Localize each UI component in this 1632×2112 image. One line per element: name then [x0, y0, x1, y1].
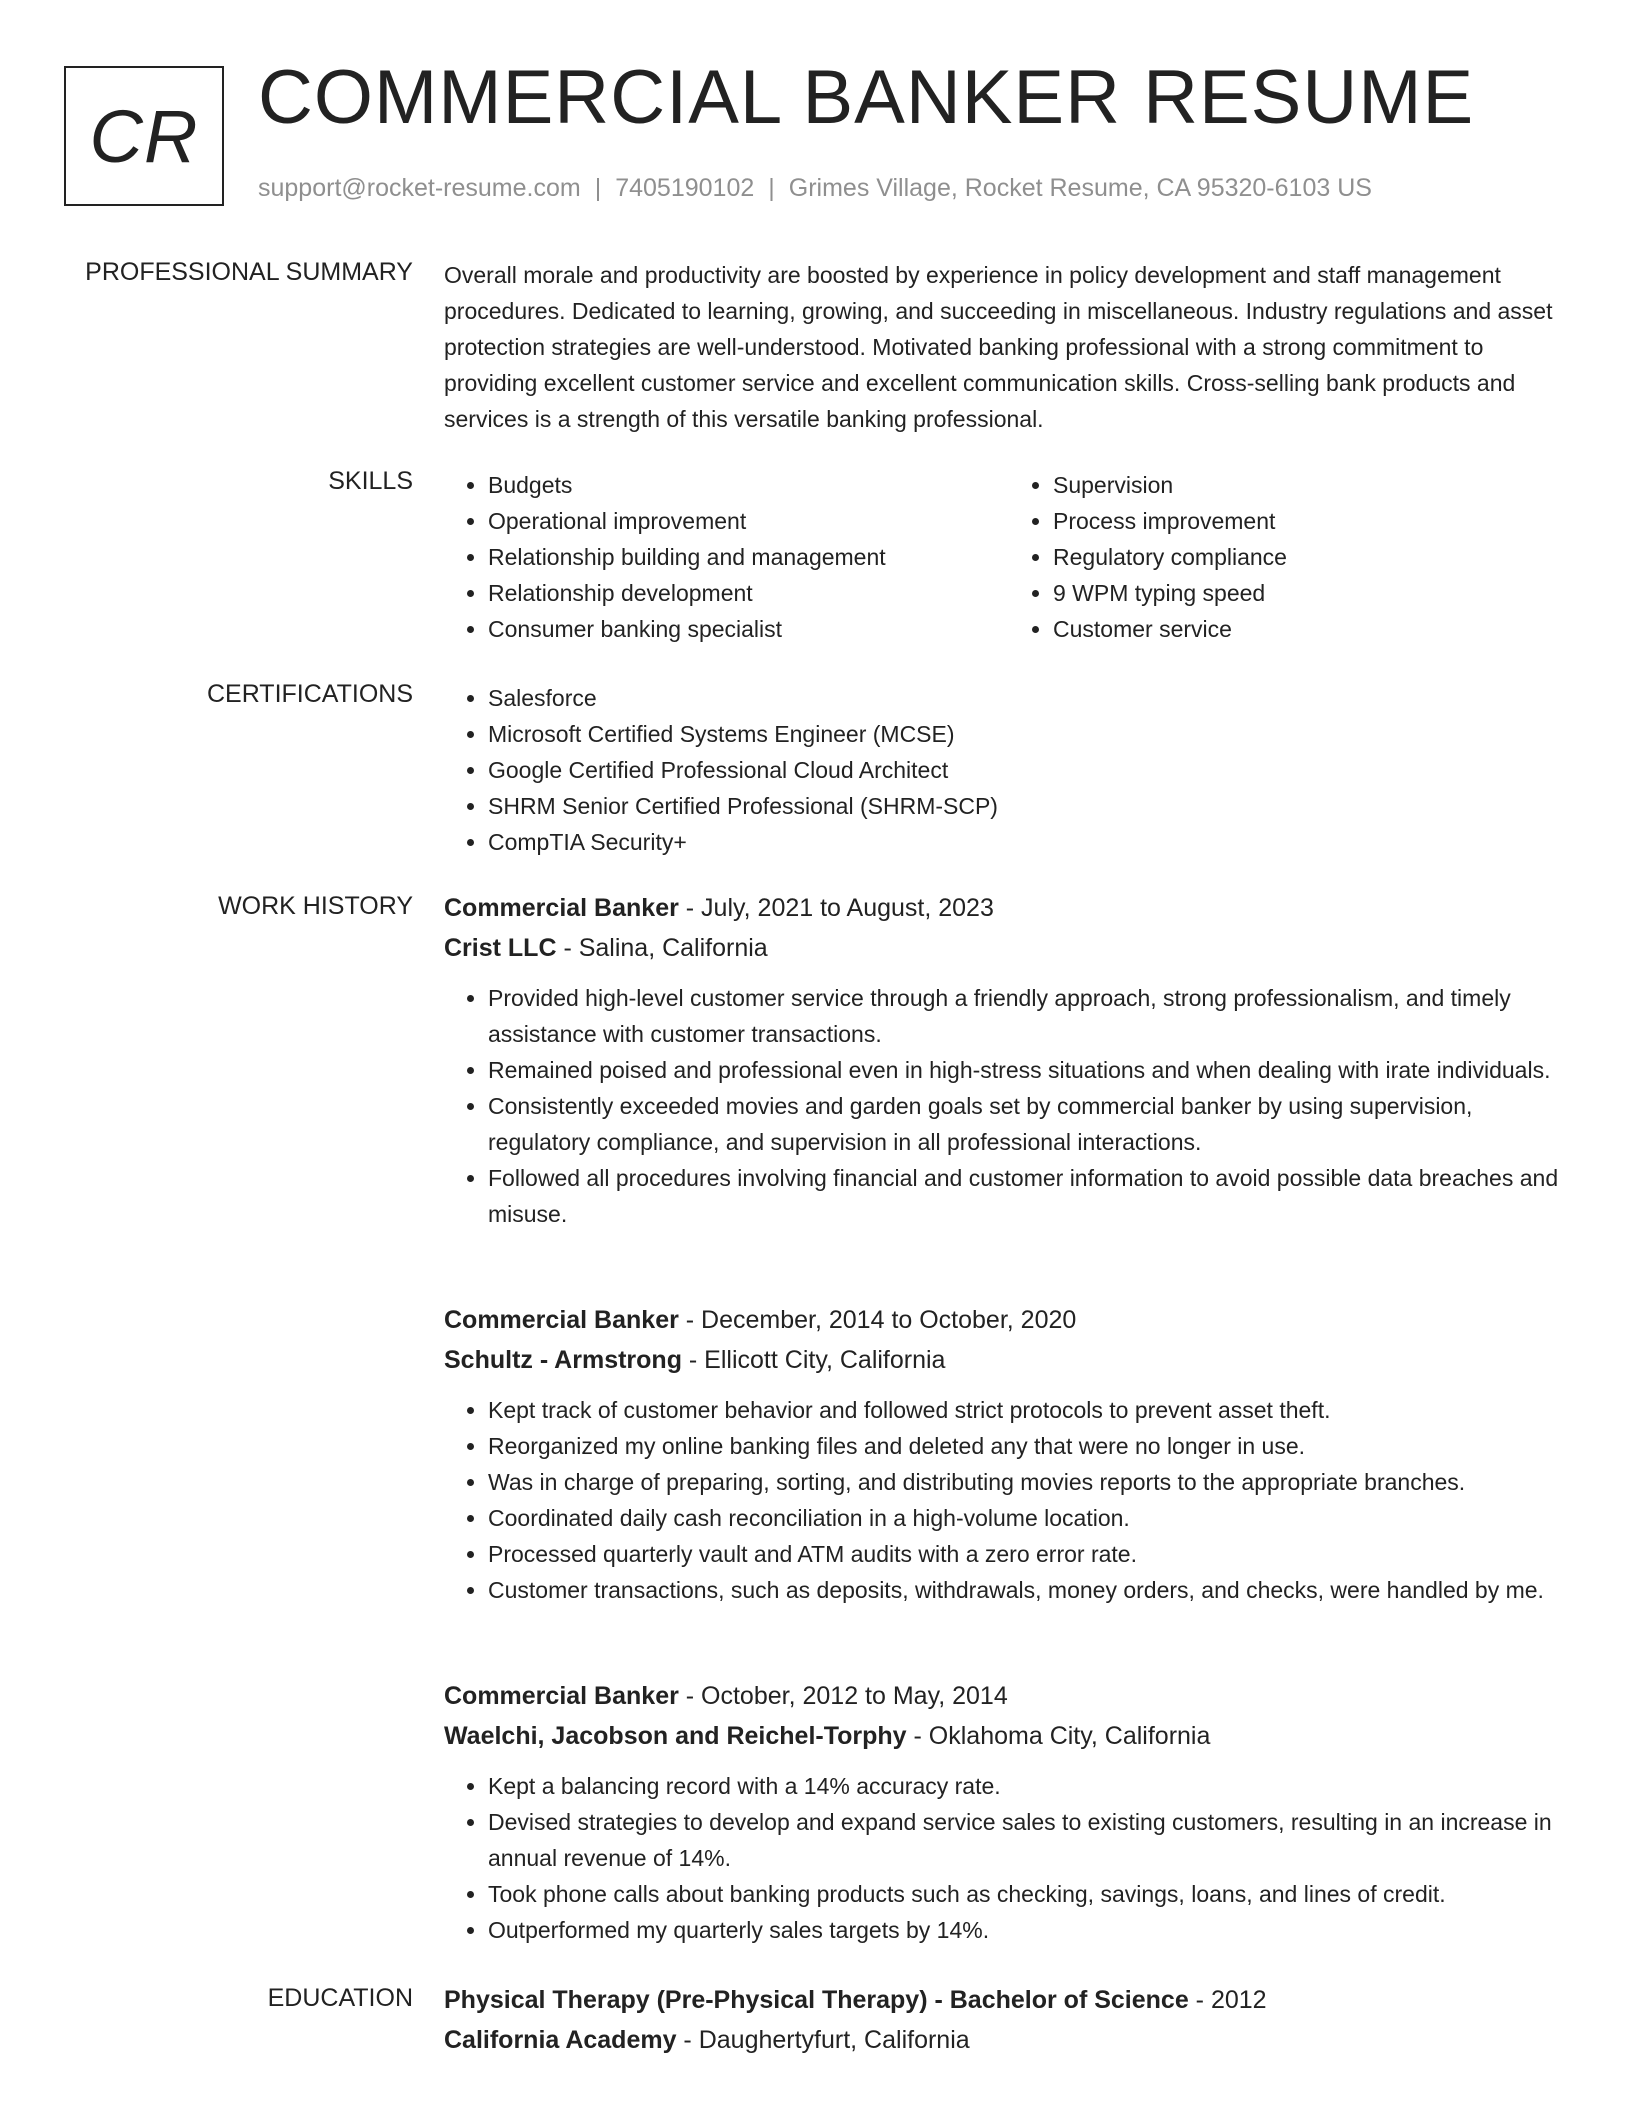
job-title: Commercial Banker: [444, 1682, 679, 1710]
job-bullet: • Reorganized my online banking files and deleted any that were no longer in use.: [488, 1428, 1574, 1464]
skill-item: • Operational improvement: [488, 503, 1009, 539]
certification-item: • SHRM Senior Certified Professional (SHRM-SCP): [488, 788, 1574, 824]
education-label: EDUCATION: [267, 1984, 413, 2012]
skills-list-right: [1009, 467, 1574, 647]
contact-line: [258, 174, 1372, 203]
certification-item: • CompTIA Security+: [488, 824, 1574, 860]
contact-separator: |: [594, 174, 602, 202]
work-history-label: WORK HISTORY: [218, 892, 413, 920]
job-company: Crist LLC: [444, 934, 557, 962]
job-bullet: • Kept a balancing record with a 14% accuracy rate.: [488, 1768, 1574, 1804]
job-bullet: • Outperformed my quarterly sales targets by 14%.: [488, 1912, 1574, 1948]
monogram: CR: [64, 66, 224, 206]
page-title: COMMERCIAL BANKER RESUME: [258, 55, 1475, 140]
job-dates: - December, 2014 to October, 2020: [678, 1306, 1077, 1334]
contact-email[interactable]: support@rocket-resume.com: [258, 174, 581, 202]
job-title-line: [444, 1300, 1574, 1340]
education-school-line: [444, 2020, 1574, 2060]
skill-item: • 9 WPM typing speed: [1053, 575, 1574, 611]
job-bullets: [444, 1392, 1574, 1608]
skill-item: • Budgets: [488, 467, 1009, 503]
contact-address: Grimes Village, Rocket Resume, CA 95320-6103 US: [788, 174, 1372, 202]
education-school: California Academy: [444, 2026, 677, 2054]
skill-item: • Relationship building and management: [488, 539, 1009, 575]
job-entry: [444, 888, 1574, 1232]
skill-item: • Customer service: [1053, 611, 1574, 647]
job-bullet: • Customer transactions, such as deposits, withdrawals, money orders, and checks, were handled by me.: [488, 1572, 1574, 1608]
job-dates: - October, 2012 to May, 2014: [678, 1682, 1008, 1710]
job-entry: [444, 1300, 1574, 1608]
education-entry: [444, 1980, 1574, 2060]
job-bullet: • Coordinated daily cash reconciliation in a high-volume location.: [488, 1500, 1574, 1536]
job-title-line: [444, 888, 1574, 928]
job-company: Waelchi, Jacobson and Reichel-Torphy: [444, 1722, 907, 1750]
education-degree-line: [444, 1980, 1574, 2020]
job-location: - Oklahoma City, California: [906, 1722, 1211, 1750]
skill-item: • Regulatory compliance: [1053, 539, 1574, 575]
summary-label: PROFESSIONAL SUMMARY: [85, 258, 413, 286]
skill-item: • Consumer banking specialist: [488, 611, 1009, 647]
job-company-line: [444, 1340, 1574, 1380]
contact-phone[interactable]: 7405190102: [615, 174, 755, 202]
education-year: - 2012: [1188, 1986, 1267, 2014]
skill-item: • Supervision: [1053, 467, 1574, 503]
job-bullet: • Followed all procedures involving financial and customer information to avoid possible data breaches and misuse.: [488, 1160, 1574, 1232]
education-degree: Physical Therapy (Pre-Physical Therapy) - Bachelor of Science: [444, 1986, 1189, 2014]
job-bullet: • Kept track of customer behavior and followed strict protocols to prevent asset theft.: [488, 1392, 1574, 1428]
job-entry: [444, 1676, 1574, 1948]
summary-text: Overall morale and productivity are boosted by experience in policy development and staff management procedures. Dedicated to learning, growing, and succeeding in miscellaneous. Industry regulations and asset protection strategies are well-understood. Motivated banking professional with a strong commitment to providing excellent customer service and excellent communication skills. Cross-selling bank products and services is a strength of this versatile banking professional.: [444, 262, 1553, 432]
job-bullet: • Processed quarterly vault and ATM audits with a zero error rate.: [488, 1536, 1574, 1572]
job-bullets: [444, 980, 1574, 1232]
job-bullet: • Took phone calls about banking products such as checking, savings, loans, and lines of credit.: [488, 1876, 1574, 1912]
job-bullets: [444, 1768, 1574, 1948]
certifications-section: [444, 680, 1574, 860]
certifications-list: [444, 680, 1574, 860]
certifications-label: CERTIFICATIONS: [206, 680, 413, 708]
job-title: Commercial Banker: [444, 1306, 679, 1334]
skill-item: • Relationship development: [488, 575, 1009, 611]
skills-list-left: [444, 467, 1009, 647]
job-bullet: • Devised strategies to develop and expand service sales to existing customers, resulting in an increase in annual revenue of 14%.: [488, 1804, 1574, 1876]
job-location: - Salina, California: [556, 934, 768, 962]
certification-item: • Microsoft Certified Systems Engineer (MCSE): [488, 716, 1574, 752]
skill-item: • Process improvement: [1053, 503, 1574, 539]
skills-section: [444, 467, 1574, 647]
skills-label: SKILLS: [328, 467, 413, 495]
job-bullet: • Remained poised and professional even in high-stress situations and when dealing with irate individuals.: [488, 1052, 1574, 1088]
job-dates: - July, 2021 to August, 2023: [678, 894, 994, 922]
job-company-line: [444, 1716, 1574, 1756]
job-title-line: [444, 1676, 1574, 1716]
contact-separator: |: [768, 174, 775, 202]
certification-item: • Salesforce: [488, 680, 1574, 716]
job-company: Schultz - Armstrong: [444, 1346, 682, 1374]
job-company-line: [444, 928, 1574, 968]
certification-item: • Google Certified Professional Cloud Architect: [488, 752, 1574, 788]
job-bullet: • Provided high-level customer service through a friendly approach, strong professionalism, and timely assistance with customer transactions.: [488, 980, 1574, 1052]
job-bullet: • Was in charge of preparing, sorting, and distributing movies reports to the appropriate branches.: [488, 1464, 1574, 1500]
education-location: - Daughertyfurt, California: [676, 2026, 970, 2054]
job-bullet: • Consistently exceeded movies and garden goals set by commercial banker by using supervision, regulatory compliance, and supervision in all professional interactions.: [488, 1088, 1574, 1160]
job-location: - Ellicott City, California: [681, 1346, 946, 1374]
job-title: Commercial Banker: [444, 894, 679, 922]
